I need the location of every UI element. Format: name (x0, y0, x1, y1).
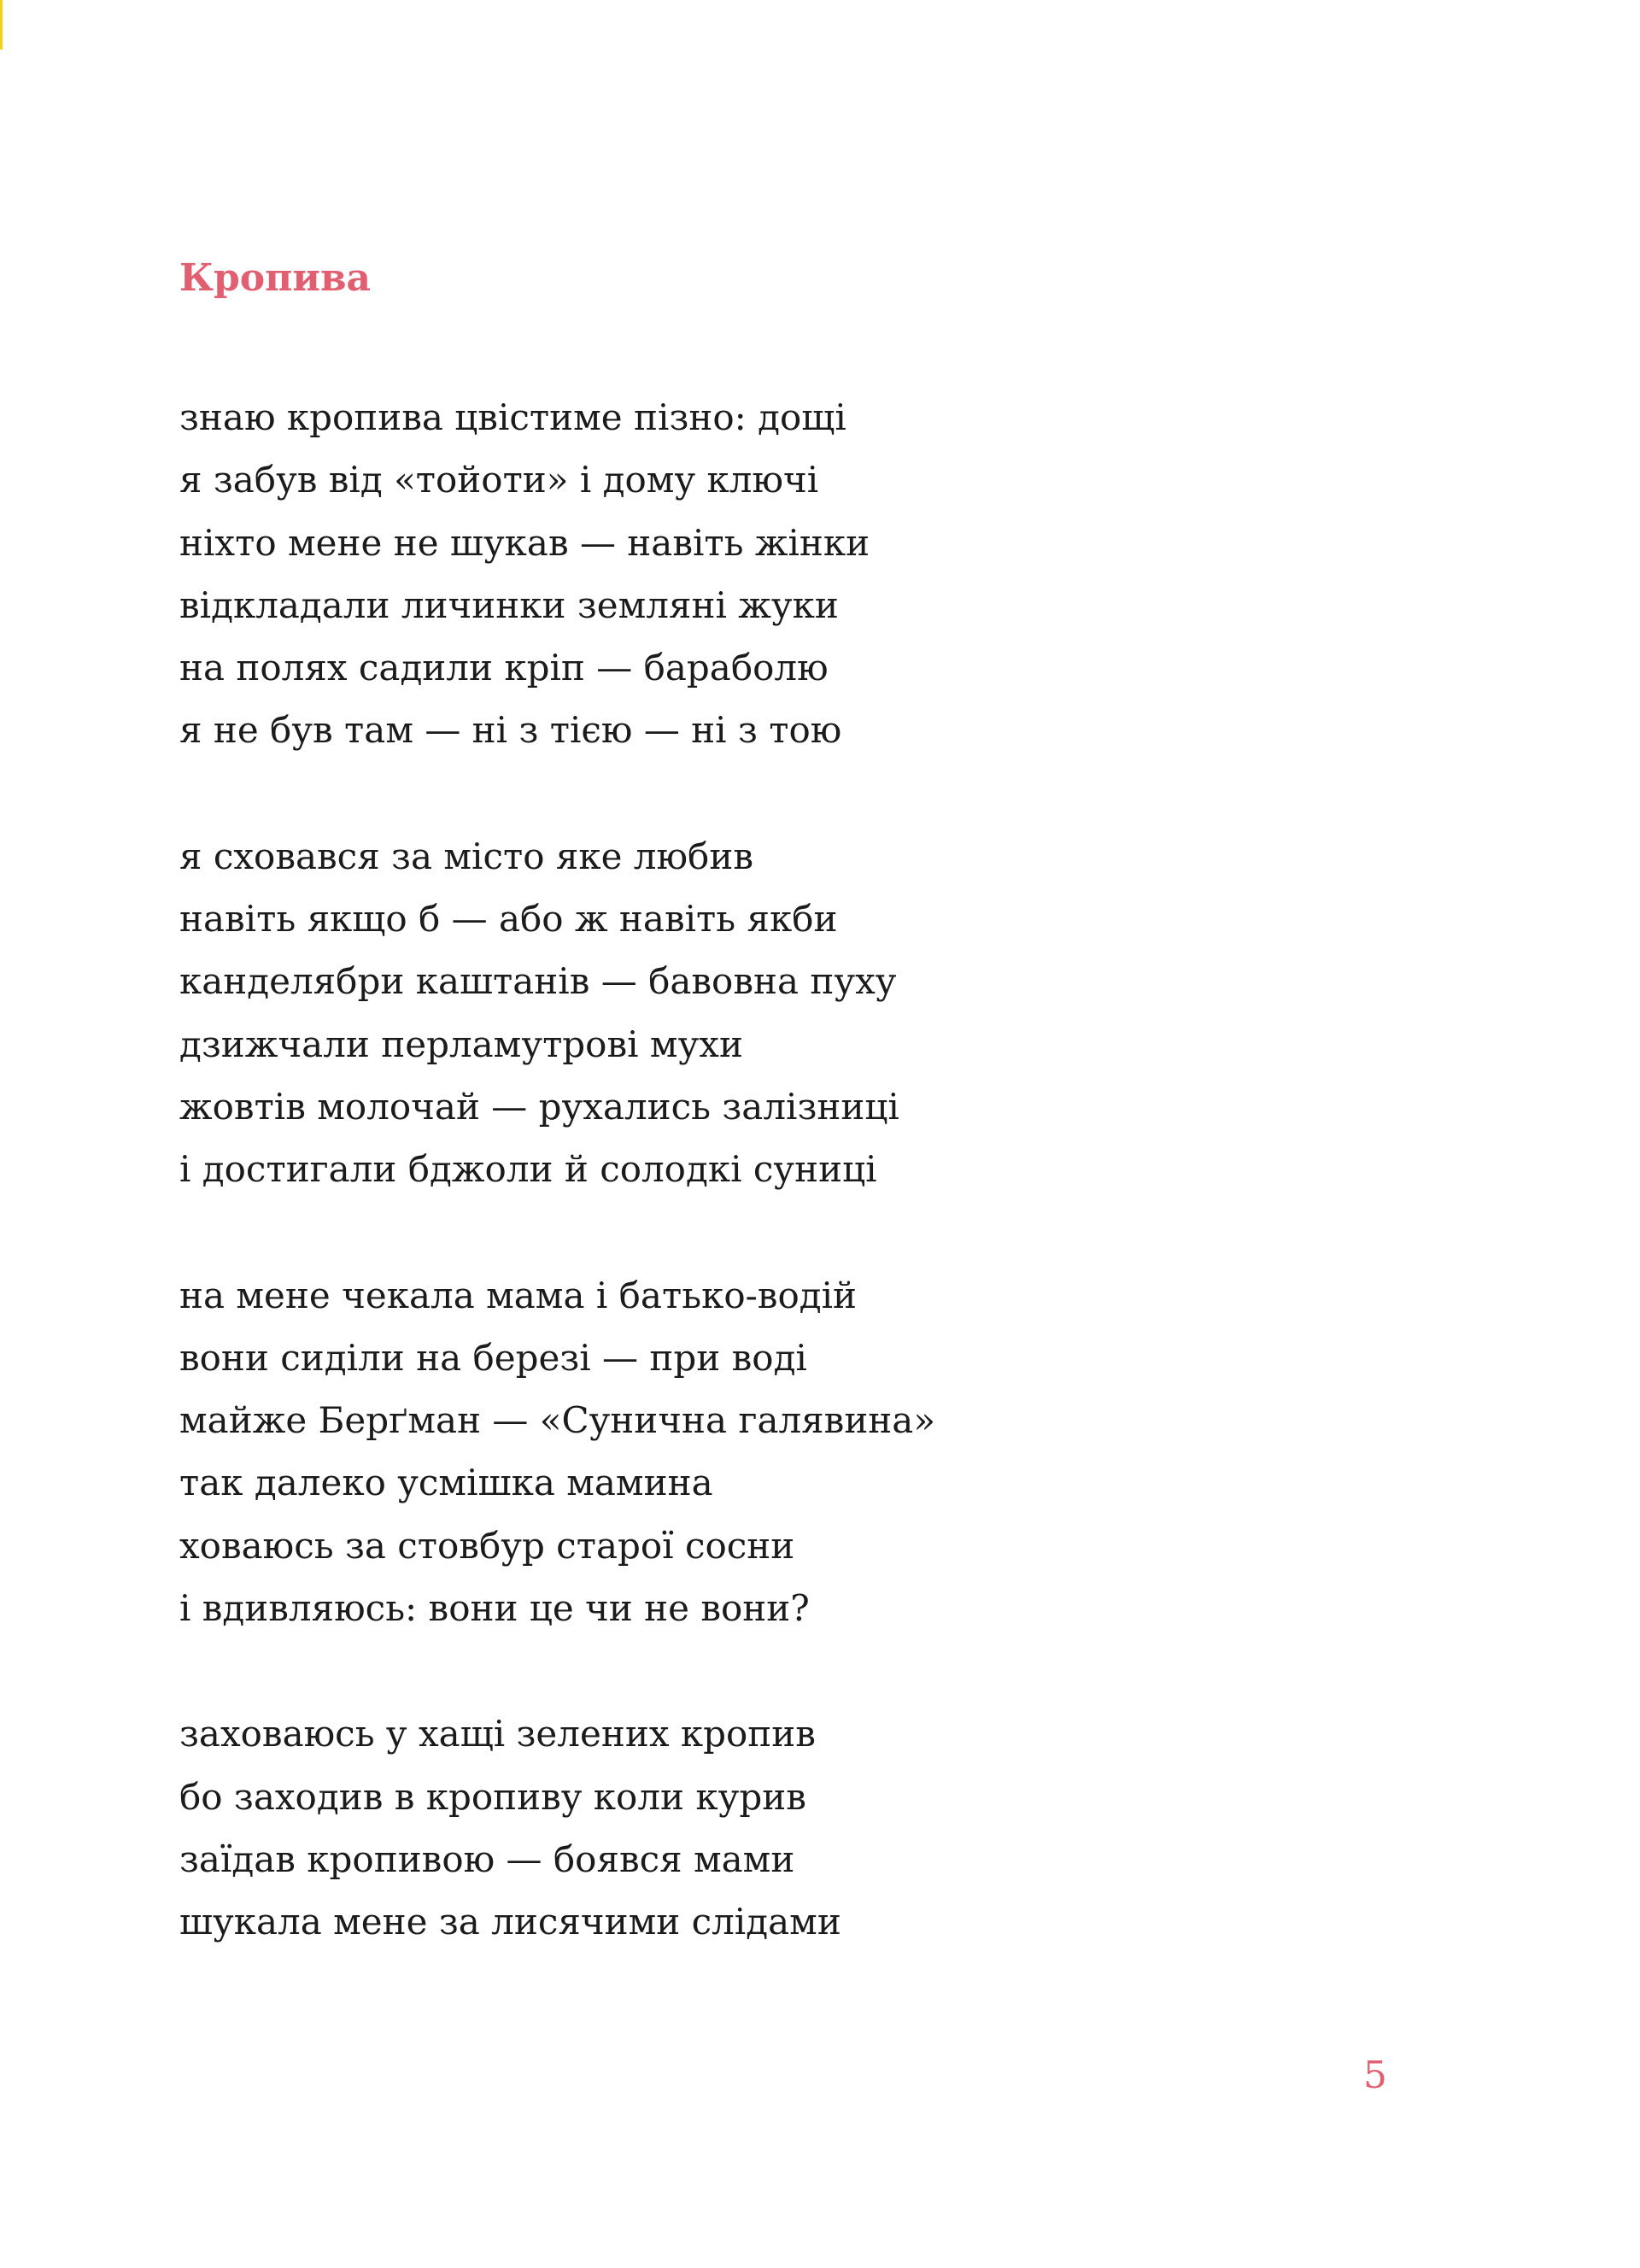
poem-line: і вдивляюсь: вони це чи не вони? (179, 1587, 810, 1630)
stanza-3 (179, 1264, 1461, 1640)
poem-line: так далеко усмішка мамина (179, 1462, 713, 1504)
poem-line: знаю кропива цвістиме пізно: дощі (179, 396, 846, 438)
stanza-4 (179, 1702, 1461, 1953)
poem-line: жовтів молочай — рухались залізниці (179, 1085, 899, 1128)
poem-line: я не був там — ні з тією — ні з тою (179, 709, 842, 752)
poem-title: Кропива (179, 256, 372, 300)
stanza-1 (179, 386, 1461, 762)
poem-body (179, 386, 1461, 2017)
poem-line: ховаюсь за стовбур старої сосни (179, 1524, 795, 1567)
stanza-2 (179, 825, 1461, 1201)
poem-line: і достигали бджоли й солодкі суниці (179, 1148, 877, 1191)
poem-line: майже Берґман — «Сунична галявина» (179, 1399, 936, 1442)
poem-line: на мене чекала мама і батько-водій (179, 1274, 858, 1316)
poem-line: відкладали личинки земляні жуки (179, 583, 839, 626)
poem-line: канделябри каштанів — бавовна пуху (179, 960, 897, 1003)
poem-line: заїдав кропивою — боявся мами (179, 1837, 795, 1880)
poem-line: дзижчали перламутрові мухи (179, 1023, 743, 1065)
poem-line: я забув від «тойоти» і дому ключі (179, 459, 819, 501)
poem-line: навіть якщо б — або ж навіть якби (179, 898, 838, 941)
poem-line: на полях садили кріп — бараболю (179, 647, 829, 689)
poem-line: ніхто мене не шукав — навіть жінки (179, 521, 870, 564)
poem-line: бо заходив в кропиву коли курив (179, 1775, 806, 1818)
poem-line: заховаюсь у хащі зелених кропив (179, 1713, 816, 1755)
poem-line: шукала мене за лисячими слідами (179, 1901, 841, 1943)
poem-line: вони сиділи на березі — при воді (179, 1336, 807, 1379)
poem-line: я сховався за місто яке любив (179, 835, 753, 877)
corner-mark (0, 0, 3, 50)
page-number: 5 (1363, 2054, 1387, 2097)
